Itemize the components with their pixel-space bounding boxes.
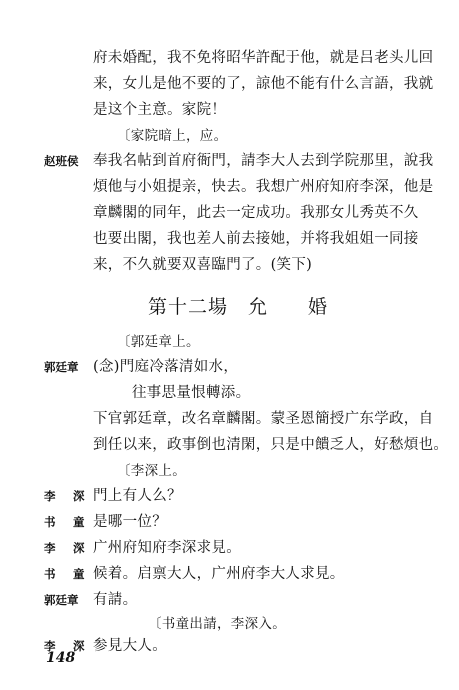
text-line: 也要出閣，我也差人前去接她，并将我姐姐一同接 <box>93 231 419 247</box>
text-line: 到任以来，政事倒也清閑，只是中饋乏人，好愁煩也。 <box>93 437 449 453</box>
speaker-name: 李 深 <box>44 489 88 503</box>
dialogue-line: 門上有人么？ <box>93 488 182 504</box>
text-line: 来，不久就要双喜臨門了。(笑下) <box>93 257 313 273</box>
text-line: 来，女儿是他不要的了，諒他不能有什么言語，我就 <box>93 76 434 92</box>
speaker-name: 书 童 <box>44 567 88 581</box>
dialogue-line: 有請。 <box>93 592 138 608</box>
text-line: 府未婚配，我不免将昭华許配于他，就是吕老头儿回 <box>93 50 434 66</box>
dialogue-line: 候着。启禀大人，广州府李大人求見。 <box>93 566 345 582</box>
stage-direction: 〔家院暗上，应。 <box>117 128 228 144</box>
page-number: 148 <box>46 650 76 666</box>
dialogue-line: 参見大人。 <box>93 638 167 654</box>
stage-direction: 〔郭廷章上。 <box>117 334 200 350</box>
speaker-name: 书 童 <box>44 515 88 529</box>
stage-direction: 〔李深上。 <box>117 463 186 479</box>
dialogue-line: 是哪一位？ <box>93 514 167 530</box>
scene-title: 第十二場 允 婚 <box>148 296 329 318</box>
text-line: 煩他与小姐提亲，快去。我想广州府知府李深，他是 <box>93 179 434 195</box>
speaker-name: 赵班侯 <box>44 154 79 168</box>
verse-line: 往事思量恨轉添。 <box>132 385 251 401</box>
speaker-name: 郭廷章 <box>44 593 79 607</box>
speaker-name: 李 深 <box>44 541 88 555</box>
text-line: 下官郭廷章，改名章麟閣。蒙圣恩簡授广东学政，自 <box>93 411 434 427</box>
text-line: 章麟閣的同年，此去一定成功。我那女儿秀英不久 <box>93 205 419 221</box>
verse-line: (念)門庭冷落清如水， <box>93 359 239 375</box>
speaker-name: 李 深 <box>44 639 88 653</box>
stage-direction: 〔书童出請，李深入。 <box>148 616 286 632</box>
text-line: 奉我名帖到首府衙門，請李大人去到学院那里，說我 <box>93 153 434 169</box>
dialogue-line: 广州府知府李深求見。 <box>93 540 241 556</box>
text-line: 是这个主意。家院！ <box>93 102 227 118</box>
speaker-name: 郭廷章 <box>44 360 79 374</box>
